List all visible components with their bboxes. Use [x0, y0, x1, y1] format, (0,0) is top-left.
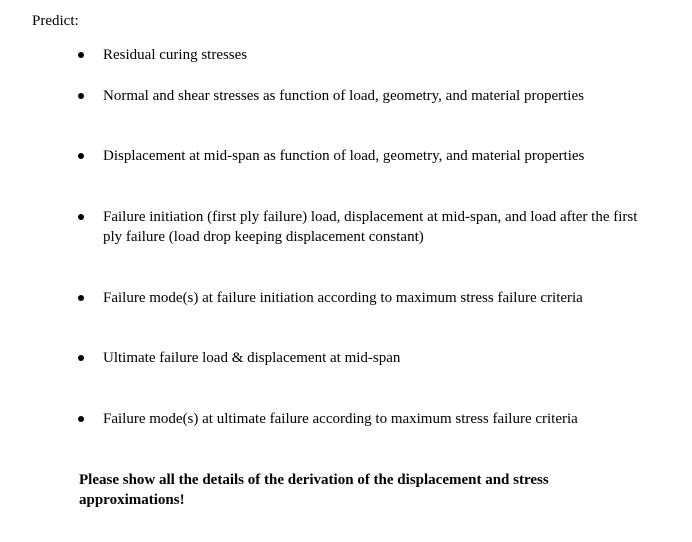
list-item-text: Residual curing stresses [103, 47, 248, 63]
list-item-text: Ultimate failure load & displacement at mid-span [103, 350, 401, 366]
bullet-icon [78, 52, 84, 58]
list-item [78, 207, 658, 247]
list-item [78, 45, 658, 65]
list-item-text: Failure mode(s) at failure initiation according to maximum stress failure criteria [103, 290, 583, 306]
list-item-text: Displacement at mid-span as function of load, geometry, and material properties [103, 148, 585, 164]
list-item [78, 146, 658, 166]
derivation-note: Please show all the details of the derivation of the displacement and stress approximations! [79, 472, 549, 508]
list-item-text: Normal and shear stresses as function of load, geometry, and material properties [103, 88, 584, 104]
bullet-icon [78, 93, 84, 99]
bullet-icon [78, 355, 84, 361]
list-item [78, 288, 658, 308]
list-item-text: Failure mode(s) at ultimate failure according to maximum stress failure criteria [103, 411, 578, 427]
list-item [78, 86, 658, 106]
bullet-icon [78, 214, 84, 220]
bullet-icon [78, 295, 84, 301]
bullet-icon [78, 153, 84, 159]
list-item [78, 348, 658, 368]
list-item [78, 409, 658, 429]
list-item-text: Failure initiation (first ply failure) load, displacement at mid-span, and load after the first ply failure (load drop keeping displacement constant) [103, 209, 638, 245]
predict-heading: Predict: [32, 13, 79, 29]
bullet-icon [78, 416, 84, 422]
